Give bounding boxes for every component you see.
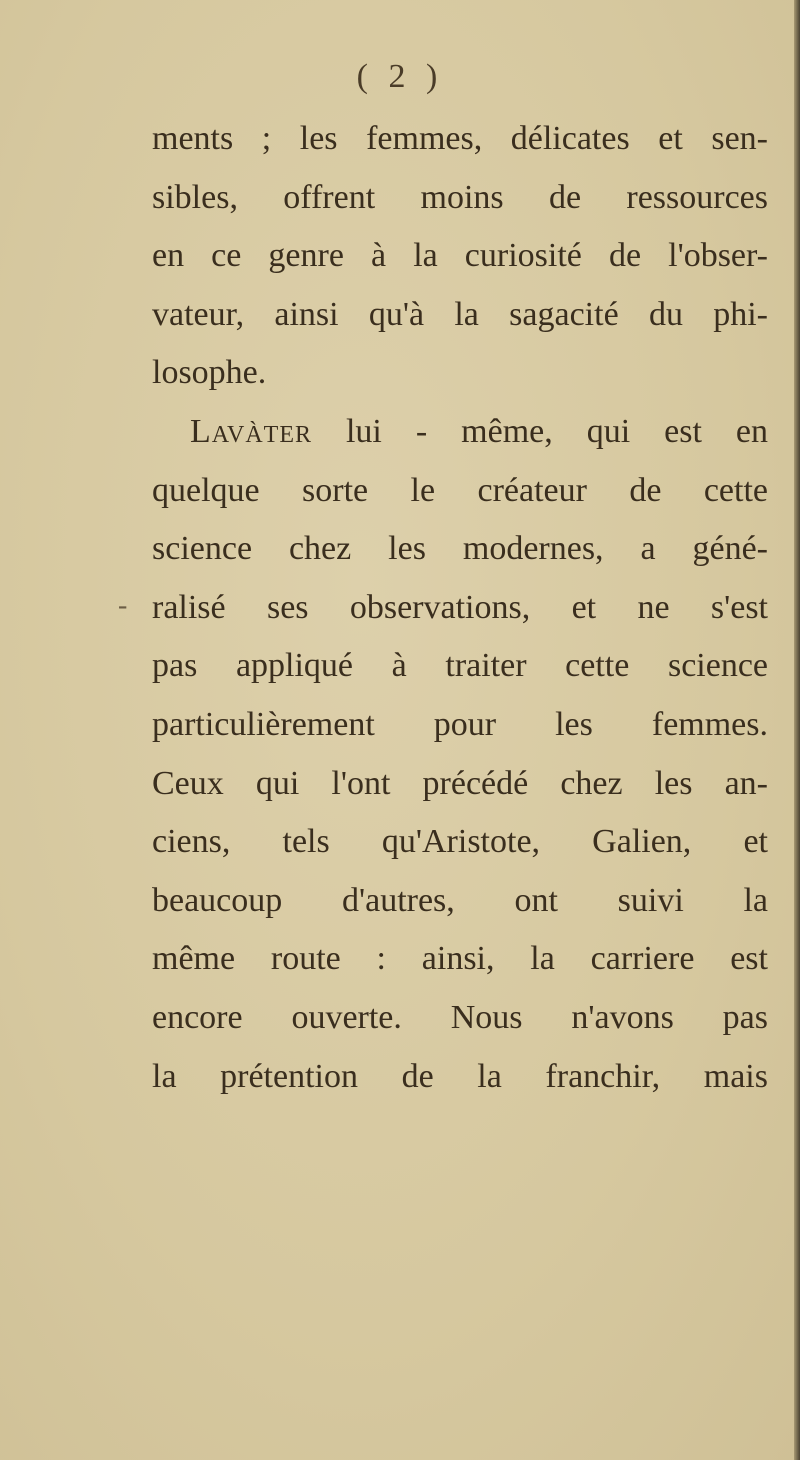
text-line: Ceux qui l'ont précédé chez les an-: [152, 764, 768, 802]
text-line: quelque sorte le créateur de cette: [152, 471, 768, 509]
text-fragment: lui - même, qui est en: [312, 412, 768, 450]
margin-mark: -: [118, 590, 128, 621]
text-line: ralisé ses observations, et ne s'est: [152, 588, 768, 626]
author-name-lavater: Lavàter: [190, 412, 312, 450]
page-number: ( 2 ): [356, 58, 444, 95]
text-line-paragraph-start: [152, 403, 768, 462]
text-line: particulièrement pour les femmes.: [152, 705, 768, 743]
page-edge-shadow: [794, 0, 800, 1460]
text-line: sibles, offrent moins de ressources: [152, 178, 768, 216]
text-line: ciens, tels qu'Aristote, Galien, et: [152, 823, 768, 861]
text-line: losophe.: [152, 354, 267, 392]
body-text: [152, 110, 768, 1106]
text-line: ments ; les femmes, délicates et sen-: [152, 120, 768, 157]
text-line: encore ouverte. Nous n'avons pas: [152, 998, 768, 1036]
text-line: pas appliqué à traiter cette science: [152, 647, 768, 685]
text-line: beaucoup d'autres, ont suivi la: [152, 881, 768, 919]
text-line: en ce genre à la curiosité de l'obser-: [152, 237, 768, 275]
text-line: la prétention de la franchir, mais: [152, 1057, 768, 1095]
text-line: vateur, ainsi qu'à la sagacité du phi-: [152, 295, 768, 333]
text-line: même route : ainsi, la carriere est: [152, 940, 768, 978]
text-line: science chez les modernes, a géné-: [152, 530, 768, 568]
